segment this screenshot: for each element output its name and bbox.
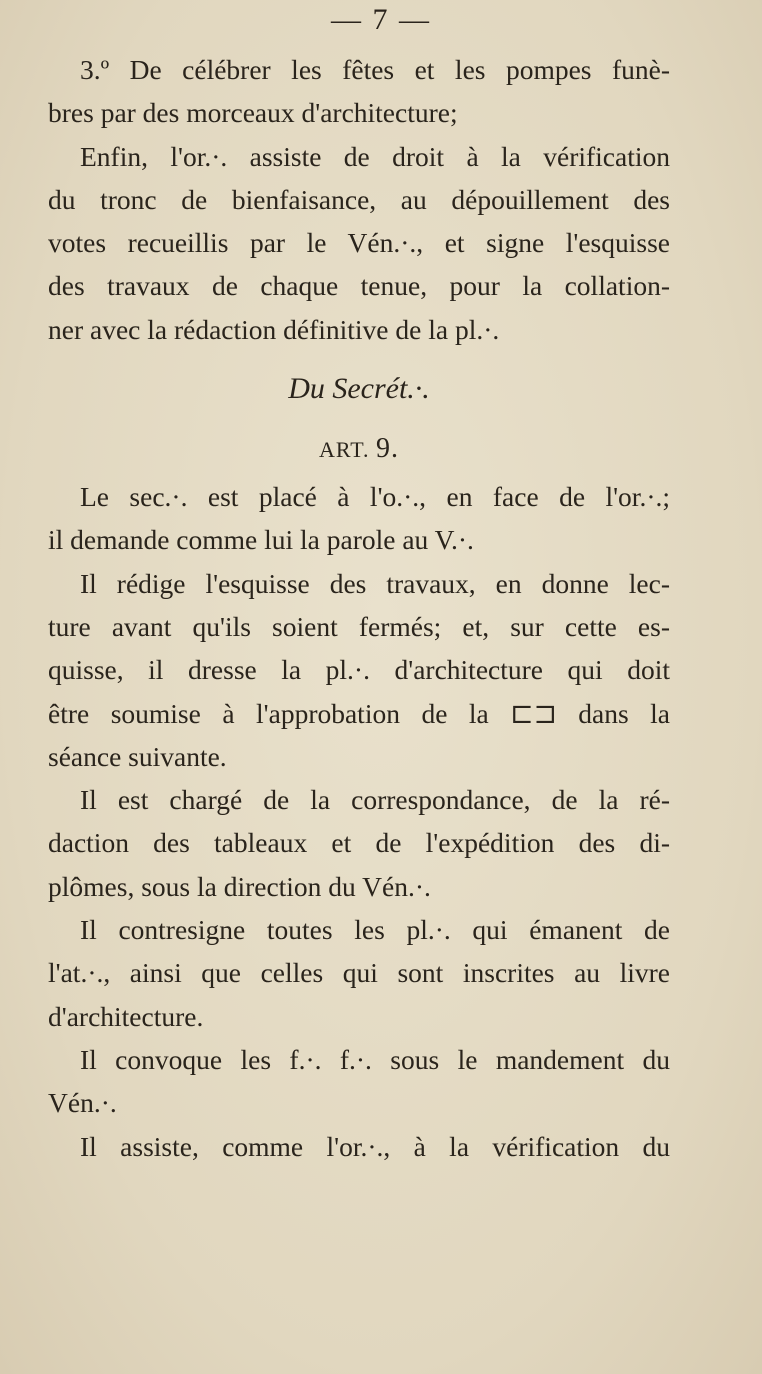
page-body <box>48 48 670 1168</box>
text-line: il demande comme lui la parole au V.·. <box>48 524 474 556</box>
text-line: séance suivante. <box>48 740 227 772</box>
text-line: bres par des morceaux d'architecture; <box>48 97 458 129</box>
article-number: 9. <box>376 433 400 465</box>
text-line: des travaux de chaque tenue, pour la collation- <box>48 270 670 302</box>
text-line: Il convoque les f.·. f.·. sous le mandement du <box>80 1043 670 1075</box>
text-line: quisse, il dresse la pl.·. d'architecture qui doit <box>48 654 670 686</box>
text-line: du tronc de bienfaisance, au dépouillement des <box>48 183 670 215</box>
text-line: Il rédige l'esquisse des travaux, en donne lec- <box>80 567 670 599</box>
text-line: Il assiste, comme l'or.·., à la vérification du <box>80 1130 670 1162</box>
text-line: Vén.·. <box>48 1087 117 1119</box>
text-line: 3.º De célébrer les fêtes et les pompes funè- <box>80 54 670 85</box>
text-line: Le sec.·. est placé à l'o.·., en face de l'or.·.; <box>80 481 670 513</box>
text-line: l'at.·., ainsi que celles qui sont inscrites au livre <box>48 957 670 989</box>
text-line: votes recueillis par le Vén.·., et signe l'esquisse <box>48 227 670 259</box>
text-line: d'architecture. <box>48 1000 204 1032</box>
text-line: Il est chargé de la correspondance, de la ré- <box>80 784 670 816</box>
text-line: être soumise à l'approbation de la ⊏⊐ dans la <box>48 697 670 729</box>
text-line: plômes, sous la direction du Vén.·. <box>48 870 431 902</box>
article-heading <box>48 427 670 475</box>
text-line: ture avant qu'ils soient fermés; et, sur cette es- <box>48 610 670 642</box>
section-heading: Du Secrét.·. <box>288 372 430 406</box>
article-label: ART. <box>318 437 370 463</box>
page-number: — 7 — <box>331 3 431 36</box>
text-line: daction des tableaux et de l'expédition des di- <box>48 827 670 859</box>
text-line: Enfin, l'or.·. assiste de droit à la vérification <box>80 140 670 172</box>
text-line: Il contresigne toutes les pl.·. qui émanent de <box>80 914 670 946</box>
text-line: ner avec la rédaction définitive de la pl.·. <box>48 313 500 345</box>
